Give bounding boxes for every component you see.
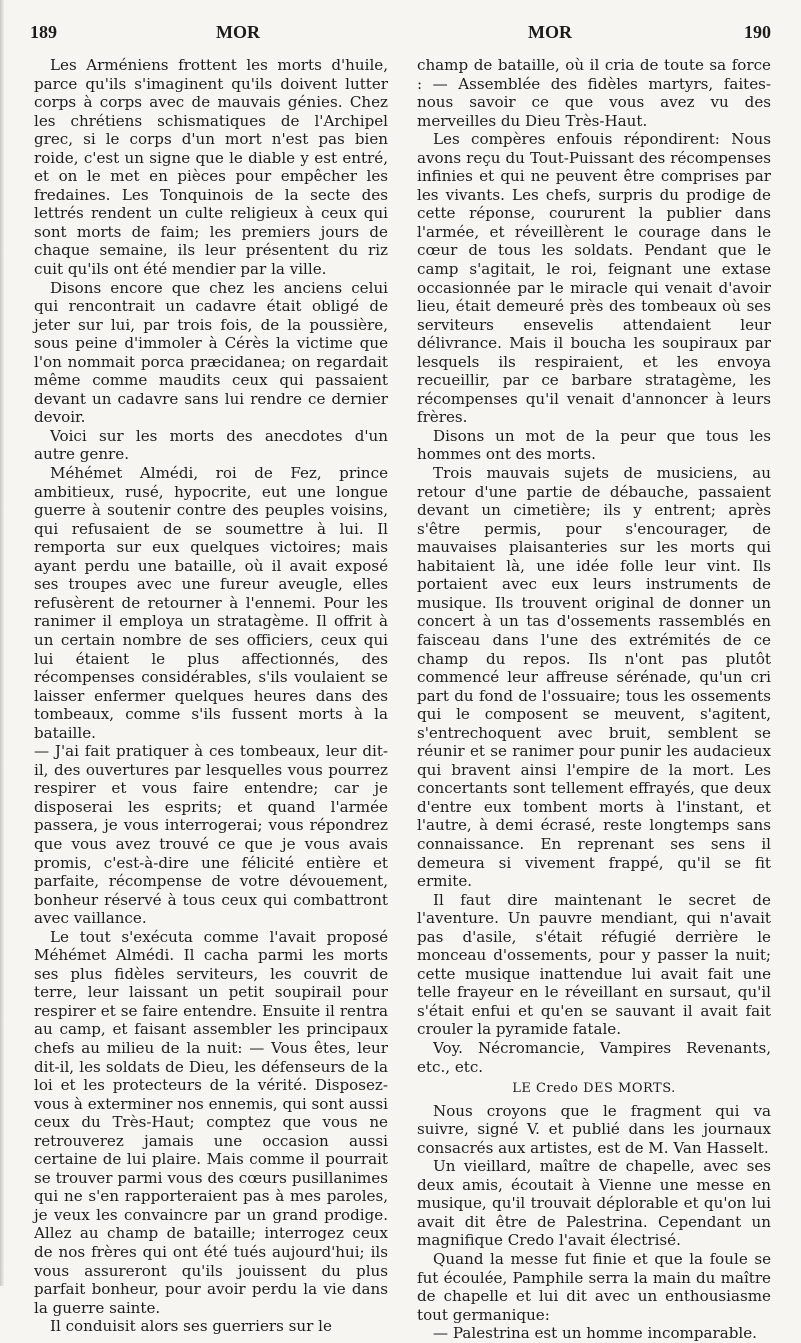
- cross-reference: Voy. Nécromancie, Vampires Revenants, etc., etc.: [417, 1038, 771, 1076]
- paragraph: champ de bataille, où il cria de toute sa force : — Assemblée des fidèles martyrs, faites-nous savoir ce que vous avez vu des merveilles du Dieu Très-Haut.: [417, 56, 771, 130]
- running-header: [28, 22, 773, 52]
- paragraph: Le tout s'exécuta comme l'avait proposé Méhémet Almédi. Il cacha parmi les morts ses plus fidèles serviteurs, les couvrit de terre, leur laissant un petit soupirail pour respirer et se faire entendre. Ensuite il rentra au camp, et faisant assembler les principaux chefs au milieu de la nuit: — Vous êtes, leur dit-il, les soldats de Dieu, les défenseurs de la loi et les protecteurs de la vérité. Disposez-vous à exterminer nos ennemis, qui sont aussi ceux du Très-Haut; comptez que vous ne retrouverez jamais une occasion aussi certaine de lui plaire. Mais comme il pourrait se trouver parmi vous des cœurs pusillanimes qui ne s'en rapporteraient pas à mes paroles, je veux les convaincre par un grand prodige. Allez au champ de bataille; interrogez ceux de nos frères qui ont été tués aujourd'hui; ils vous assureront qu'ils jouissent du plus parfait bonheur, pour avoir perdu la vie dans la guerre sainte.: [34, 927, 388, 1317]
- running-headword-right: MOR: [528, 22, 572, 42]
- paragraph: Les compères enfouis répondirent: Nous avons reçu du Tout-Puissant des récompenses infinies et qui ne peuvent être comprises par les vivants. Les chefs, surpris du prodige de cette réponse, coururent la publier dans l'armée, et réveillèrent le courage dans le cœur de tous les soldats. Pendant que le camp s'agitait, le roi, feignant une extase occasionnée par le miracle qui venait d'avoir lieu, était demeuré près des tombeaux où ses serviteurs ensevelis attendaient leur délivrance. Mais il boucha les soupiraux par lesquels ils respiraient, et les envoya recueillir, par ce barbare stratagème, les récompenses qu'il venait d'annoncer à leurs frères.: [417, 130, 771, 427]
- running-headword-left: MOR: [216, 22, 260, 42]
- paragraph: Méhémet Almédi, roi de Fez, prince ambitieux, rusé, hypocrite, eut une longue guerre à soutenir contre des peuples voisins, qui refusaient de se soumettre à lui. Il remporta sur eux quelques victoires; mais ayant perdu une bataille, où il avait exposé ses troupes avec une fureur aveugle, elles refusèrent de retourner à l'ennemi. Pour les ranimer il employa un stratagème. Il offrit à un certain nombre de ses officiers, ceux qui lui étaient le plus affectionnés, des récompenses considérables, s'ils voulaient se laisser enfermer quelques heures dans des tombeaux, comme s'ils fussent morts à la bataille.: [34, 464, 388, 742]
- paragraph: Un vieillard, maître de chapelle, avec ses deux amis, écoutait à Vienne une messe en musique, qu'il trouvait déplorable et qu'on lui avait dit être de Palestrina. Cependant un magnifique Credo l'avait électrisé.: [417, 1157, 771, 1250]
- page-edge: [0, 0, 4, 1286]
- left-column: [34, 56, 388, 1336]
- page-number-left: 189: [30, 22, 57, 42]
- paragraph: Disons un mot de la peur que tous les hommes ont des morts.: [417, 426, 771, 464]
- right-column: [417, 56, 771, 1343]
- paragraph: Il conduisit alors ses guerriers sur le: [50, 1317, 332, 1336]
- paragraph: Disons encore que chez les anciens celui qui rencontrait un cadavre était obligé de jeter sur lui, par trois fois, de la poussière, sous peine d'immoler à Cérès la victime que l'on nommait porca præcidanea; on regardait même comme maudits ceux qui passaient devant un cadavre sans lui rendre ce dernier devoir.: [34, 278, 388, 427]
- page-number-right: 190: [744, 22, 771, 42]
- paragraph: Il faut dire maintenant le secret de l'aventure. Un pauvre mendiant, qui n'avait pas d'asile, s'était réfugié derrière le monceau d'ossements, pour y passer la nuit; cette musique inattendue lui avait fait une telle frayeur en le réveillant en sursaut, qu'il s'était enfui et qu'en se sauvant il avait fait crouler la pyramide fatale.: [417, 890, 771, 1039]
- paragraph: Voici sur les morts des anecdotes d'un autre genre.: [34, 426, 388, 464]
- section-heading: LE Credo DES MORTS.: [512, 1081, 676, 1097]
- paragraph: Quand la messe fut finie et que la foule se fut écoulée, Pamphile serra la main du maître de chapelle et lui dit avec un enthousiasme tout germanique:: [417, 1250, 771, 1324]
- paragraph: — J'ai fait pratiquer à ces tombeaux, leur dit-il, des ouvertures par lesquelles vous pourrez respirer et vous faire entendre; car je disposerai les esprits; et quand l'armée passera, je vous interrogerai; vous répondrez que vous avez trouvé ce que je vous avais promis, c'est-à-dire une félicité entière et parfaite, récompense de votre dévouement, bonheur réservé à tous ceux qui combattront avec vaillance.: [34, 742, 388, 928]
- paragraph: Nous croyons que le fragment qui va suivre, signé V. et publié dans les journaux consacrés aux artistes, est de M. Van Hasselt.: [417, 1101, 771, 1157]
- paragraph: — Palestrina est un homme incomparable.: [433, 1324, 757, 1343]
- paragraph: Trois mauvais sujets de musiciens, au retour d'une partie de débauche, passaient devant un cimetière; ils y entrent; après s'être permis, pour s'encourager, de mauvaises plaisanteries sur les morts qui habitaient là, une idée folle leur vint. Ils portaient avec eux leurs instruments de musique. Ils trouvent original de donner un concert à un tas d'ossements rassemblés en faisceau dans l'une des extrémités de ce champ du repos. Ils n'ont pas plutôt commencé leur affreuse sérénade, qu'un cri part du fond de l'ossuaire; tous les ossements qui le composent se meuvent, s'agitent, s'entrechoquent avec bruit, semblent se réunir et se ranimer pour punir les audacieux qui bravent ainsi l'empire de la mort. Les concertants sont tellement effrayés, que deux d'entre eux tombent morts à l'instant, et l'autre, à demi écrasé, reste longtemps sans connaissance. En reprenant ses sens il demeura si vivement frappé, qu'il se fit ermite.: [417, 464, 771, 891]
- paragraph: Les Arméniens frottent les morts d'huile, parce qu'ils s'imaginent qu'ils doivent lutter corps à corps avec de mauvais génies. Chez les chrétiens schismatiques de l'Archipel grec, si le corps d'un mort n'est pas bien roide, c'est un signe que le diable y est entré, et on le met en pièces pour empêcher les fredaines. Les Tonquinois de la secte des lettrés rendent un culte religieux à ceux qui sont morts de faim; les premiers jours de chaque semaine, ils leur présentent du riz cuit qu'ils ont été mendier par la ville.: [34, 56, 388, 279]
